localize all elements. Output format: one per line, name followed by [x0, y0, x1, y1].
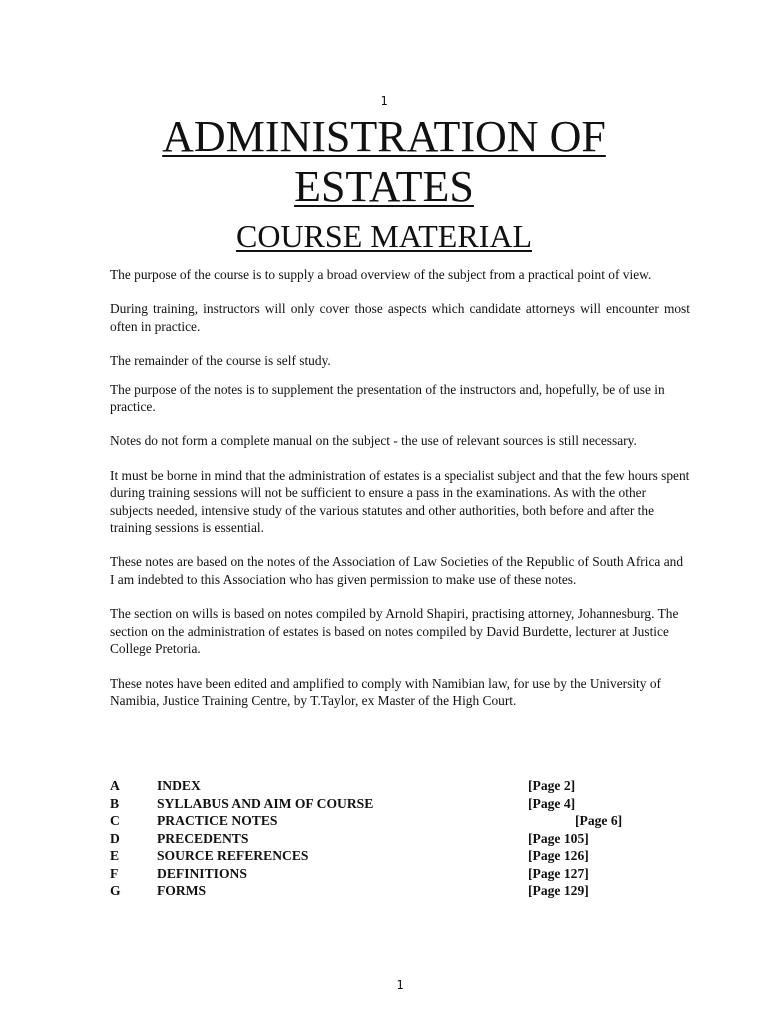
- paragraph-notes-purpose: The purpose of the notes is to supplement the presentation of the instructors and, hopefully, be of use in practice.: [110, 381, 665, 415]
- paragraph-specialist-subject: It must be borne in mind that the administration of estates is a specialist subject and that the few hours spent during training sessions will not be sufficient to ensure a pass in the examinations. As with the other subjects needed, intensive study of the various statutes and other authorities, both before and after the training sessions is essential.: [110, 467, 690, 536]
- index-page-ref: [Page 6]: [575, 813, 623, 828]
- index-letter: C: [110, 813, 120, 828]
- index-row: [110, 882, 690, 900]
- index-label: INDEX: [157, 778, 201, 793]
- index-page-ref: [Page 4]: [528, 795, 576, 811]
- title-block: [0, 112, 768, 256]
- index-row: [110, 812, 690, 830]
- index-row: [110, 777, 690, 795]
- index-page-ref: [Page 2]: [528, 778, 576, 793]
- index-label: FORMS: [157, 883, 207, 898]
- index-label: SYLLABUS AND AIM OF COURSE: [157, 795, 374, 811]
- body-text: [110, 266, 690, 726]
- paragraph-association-notes: These notes are based on the notes of the Association of Law Societies of the Republic of South Africa and I am indebted to this Association who has given permission to make use of these notes.: [110, 554, 684, 587]
- index-label: PRECEDENTS: [157, 830, 249, 846]
- paragraph-not-complete-manual: Notes do not form a complete manual on the subject - the use of relevant sources is still necessary.: [110, 433, 637, 449]
- paragraph-training-scope: During training, instructors will only cover those aspects which candidate attorneys will encounter most often in practice.: [110, 301, 690, 334]
- document-title-line-2: ESTATES: [294, 162, 474, 211]
- index-row: [110, 830, 690, 848]
- index-row: [110, 847, 690, 865]
- index-page-ref: [Page 127]: [528, 865, 589, 881]
- paragraph-course-purpose: The purpose of the course is to supply a broad overview of the subject from a practical point of view.: [110, 267, 652, 282]
- index-list: [110, 777, 690, 900]
- index-letter: D: [110, 830, 120, 846]
- index-page-ref: [Page 126]: [528, 848, 589, 863]
- index-letter: F: [110, 865, 119, 881]
- footer-page-number: 1: [396, 978, 404, 992]
- index-label: PRACTICE NOTES: [157, 813, 278, 828]
- index-letter: A: [110, 778, 120, 793]
- index-row: [110, 795, 690, 813]
- index-row: [110, 865, 690, 883]
- index-page-ref: [Page 105]: [528, 830, 589, 846]
- header-page-number: 1: [380, 94, 388, 108]
- document-title-line-1: ADMINISTRATION OF: [162, 112, 606, 161]
- paragraph-section-sources: The section on wills is based on notes compiled by Arnold Shapiri, practising attorney, Johannesburg. The section on the administration of estates is based on notes compiled by David Burdette, lecturer at Justice College Pretoria.: [110, 606, 679, 657]
- document-subtitle: COURSE MATERIAL: [235, 218, 532, 254]
- index-letter: B: [110, 795, 120, 811]
- index-letter: G: [110, 883, 121, 898]
- index-label: SOURCE REFERENCES: [157, 848, 309, 863]
- index-page-ref: [Page 129]: [528, 883, 589, 898]
- index-label: DEFINITIONS: [157, 865, 247, 881]
- paragraph-self-study: The remainder of the course is self study.: [110, 353, 331, 369]
- paragraph-namibian-edit: These notes have been edited and amplified to comply with Namibian law, for use by the University of Namibia, Justice Training Centre, by T.Taylor, ex Master of the High Court.: [110, 675, 661, 708]
- index-letter: E: [110, 848, 120, 863]
